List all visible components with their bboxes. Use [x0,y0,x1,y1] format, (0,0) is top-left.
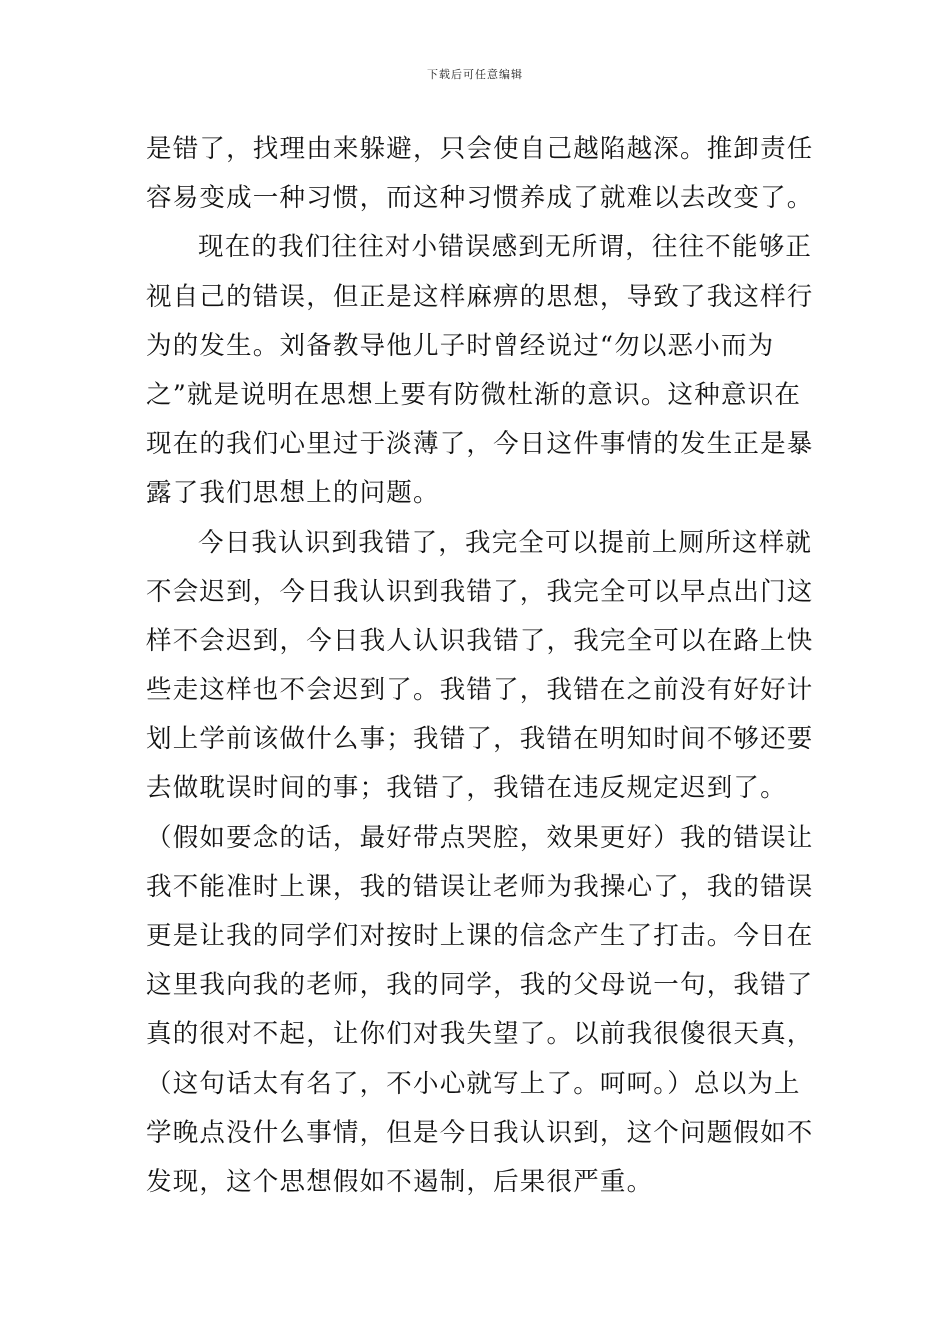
page-header-note: 下载后可任意编辑 [427,68,523,81]
text-line: 为的发生。刘备教导他儿子时曾经说过“勿以恶小而为 [146,330,775,361]
text-line: 这里我向我的老师，我的同学，我的父母说一句，我错了 [146,970,814,1001]
text-line: 样不会迟到，今日我人认识我错了，我完全可以在路上快 [146,625,814,656]
text-line: 划上学前该做什么事；我错了，我错在明知时间不够还要 [146,724,814,755]
text-line: 视自己的错误，但正是这样麻痹的思想，导致了我这样行 [146,281,814,312]
text-line: 去做耽误时间的事；我错了，我错在违反规定迟到了。 [146,773,787,804]
text-line: （假如要念的话，最好带点哭腔，效果更好）我的错误让 [146,822,814,853]
paragraph-start-line: 现在的我们往往对小错误感到无所谓，往往不能够正 [198,232,813,263]
text-line: 更是让我的同学们对按时上课的信念产生了打击。今日在 [146,921,814,951]
text-line: 露了我们思想上的问题。 [146,478,440,509]
paragraph-start-line: 今日我认识到我错了，我完全可以提前上厕所这样就 [198,527,813,558]
text-line: 些走这样也不会迟到了。我错了，我错在之前没有好好计 [146,675,814,706]
text-line: 真的很对不起，让你们对我失望了。以前我很傻很天真， [146,1019,814,1050]
text-line: 之”就是说明在思想上要有防微杜渐的意识。这种意识在 [146,379,802,410]
text-line: 发现，这个思想假如不遏制，后果很严重。 [146,1166,654,1197]
text-line: 现在的我们心里过于淡薄了，今日这件事情的发生正是暴 [146,429,814,460]
text-line: 不会迟到，今日我认识到我错了，我完全可以早点出门这 [146,576,814,607]
text-line: 我不能准时上课，我的错误让老师为我操心了，我的错误 [146,871,814,902]
text-line: 容易变成一种习惯，而这种习惯养成了就难以去改变了。 [146,183,814,214]
document-body [146,125,814,1207]
text-line: 学晚点没什么事情，但是今日我认识到，这个问题假如不 [146,1117,814,1148]
text-line: 是错了，找理由来躲避，只会使自己越陷越深。推卸责任 [146,134,814,164]
text-line: （这句话太有名了，不小心就写上了。呵呵。）总以为上 [146,1068,801,1099]
